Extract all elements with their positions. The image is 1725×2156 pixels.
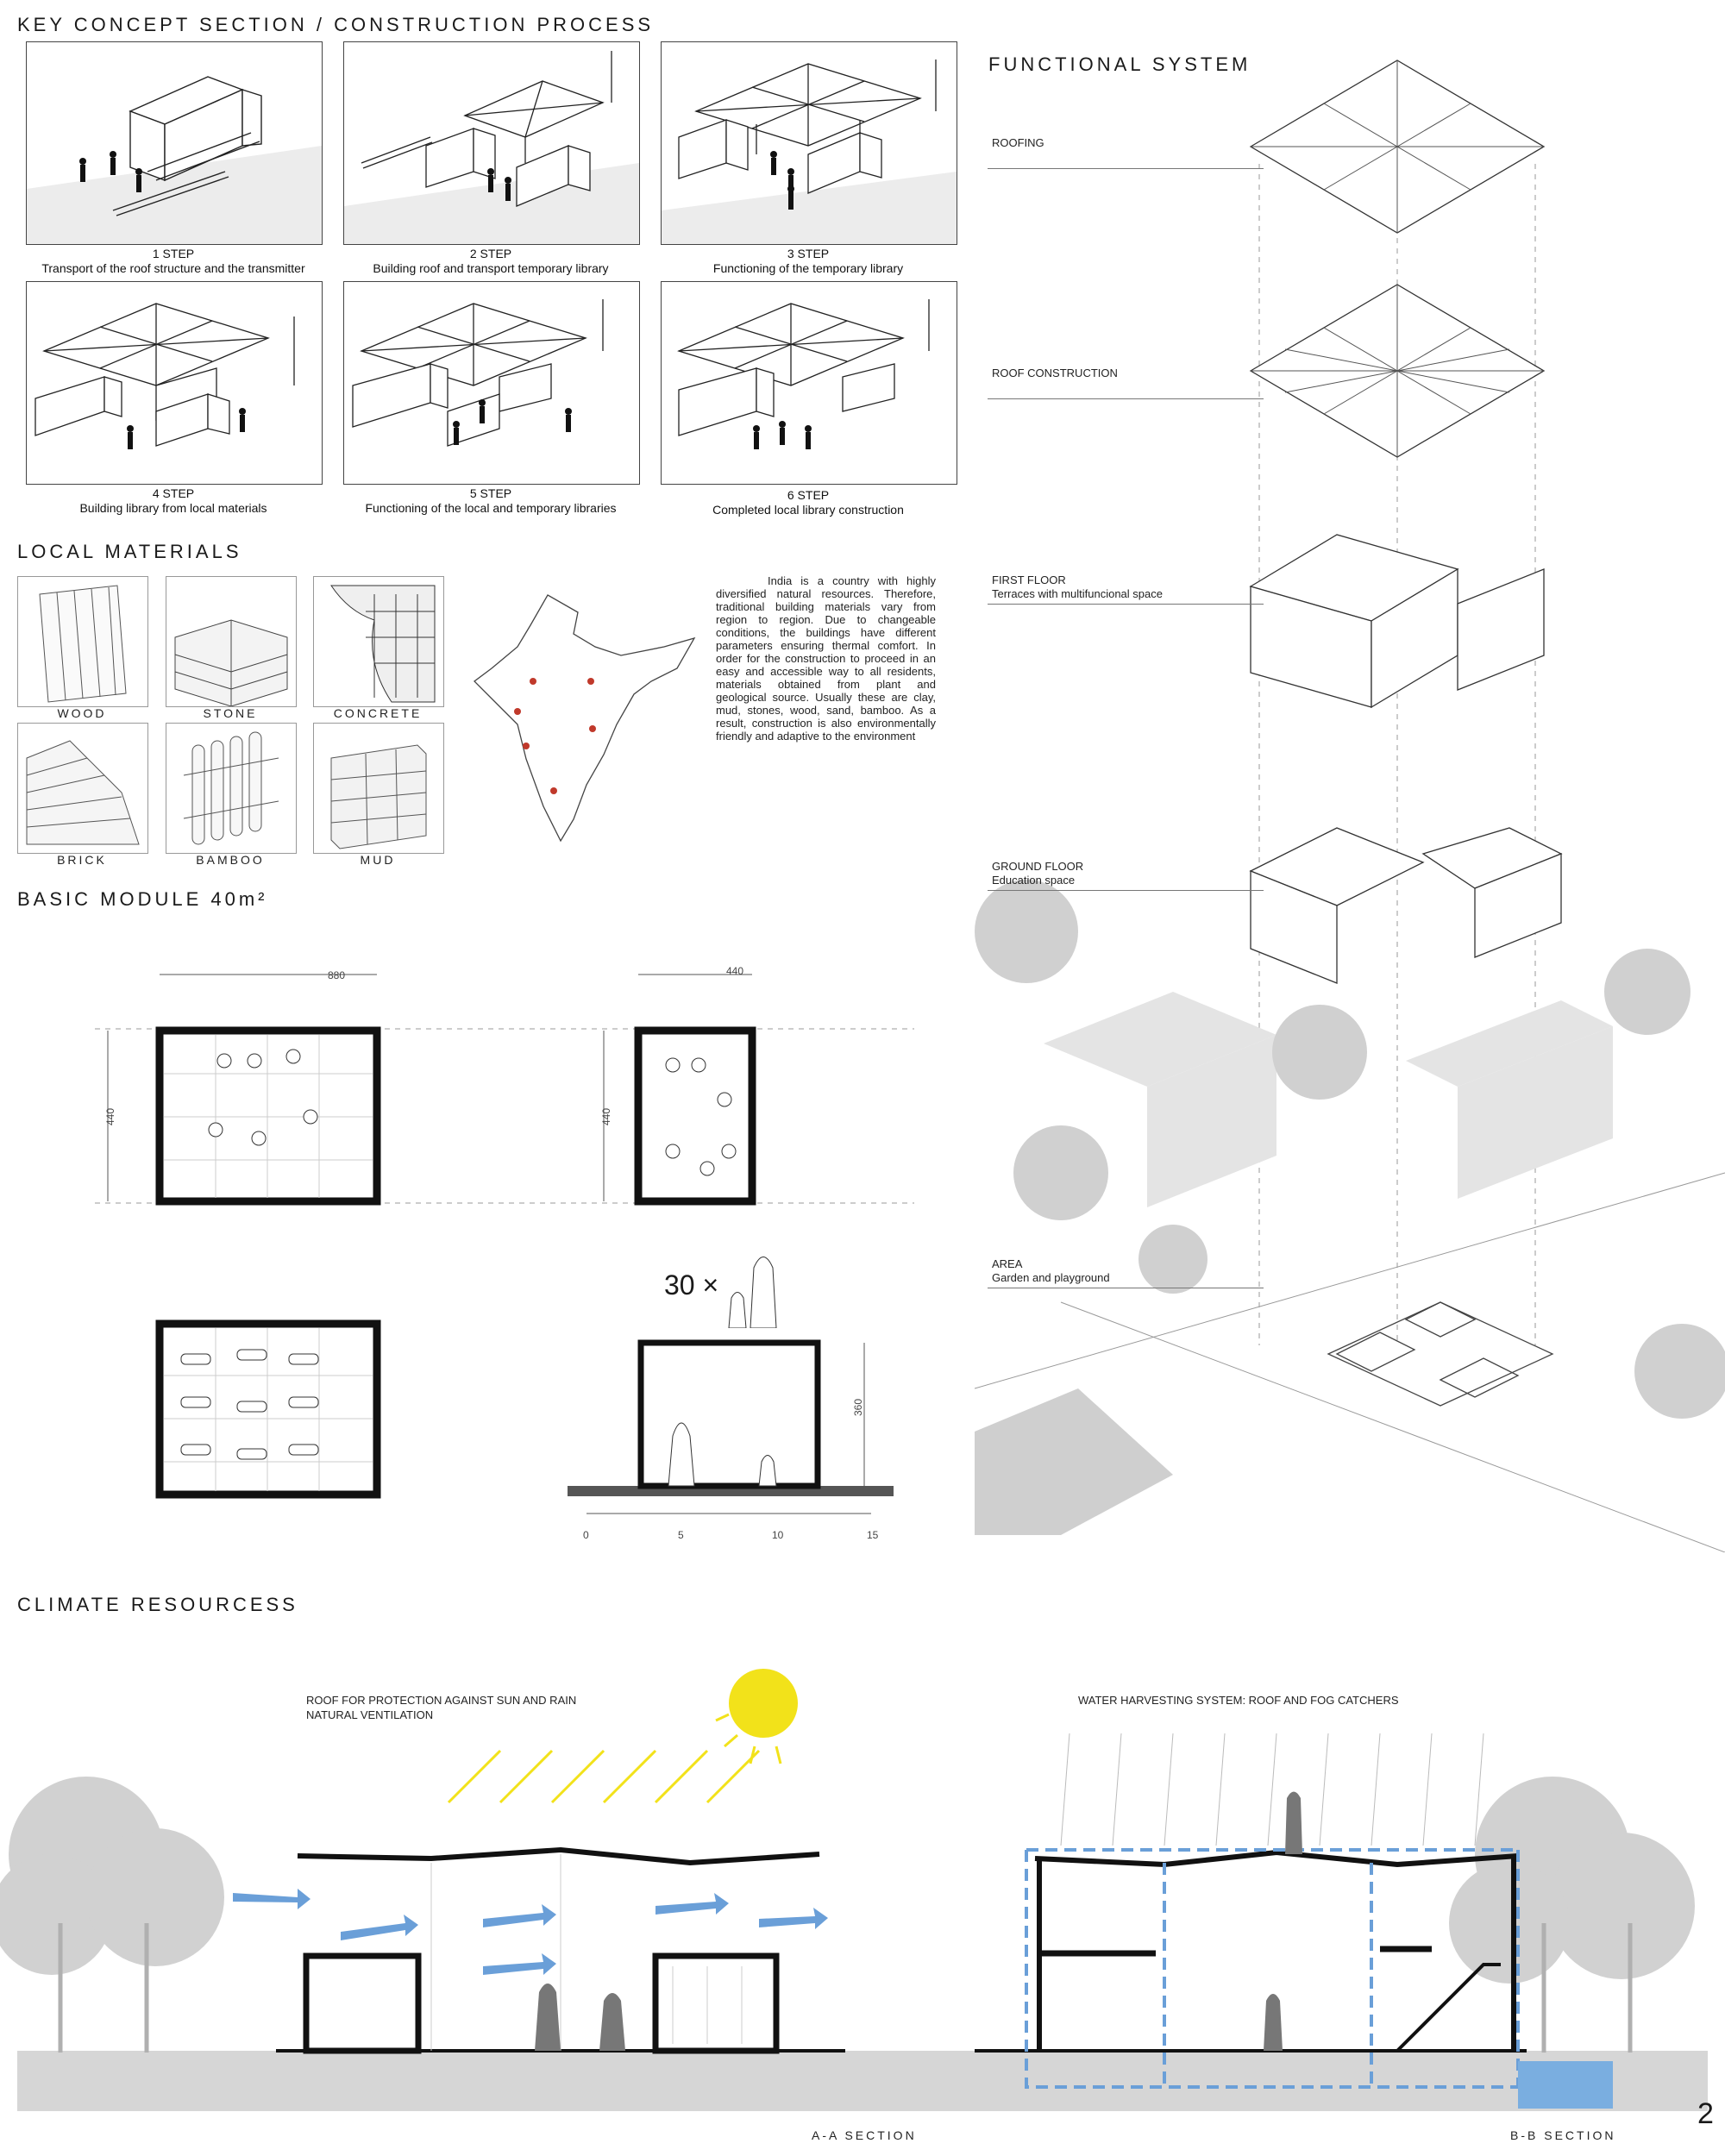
functional-system-heading: FUNCTIONAL SYSTEM xyxy=(988,53,1251,75)
ground-band xyxy=(17,2051,1708,2111)
bamboo-material-swatch xyxy=(166,723,297,854)
ventilation-arrow xyxy=(233,1889,828,1975)
section-a-label: A-A SECTION xyxy=(812,2128,917,2142)
step-3-panel xyxy=(661,41,957,245)
roof-construction-leader xyxy=(988,398,1264,399)
dim-360: 360 xyxy=(852,1398,865,1417)
section-b-label: B-B SECTION xyxy=(1510,2128,1616,2142)
people-icon xyxy=(724,1242,785,1328)
materials-paragraph: India is a country with highly diversified natural resources. Therefore, traditional building materials vary from region to region. Due to changeable conditions, the buildings have different parameters ensuring thermal comfort. In order for the construction to proceed in an easy and accessible way to all residents, materials obtained from plant and geological source. Usually these are clay, mud, stones, wood, sand, bamboo. As a result, construction is also environmentally friendly and adaptive to the environment xyxy=(716,574,936,743)
step-5-panel xyxy=(343,281,640,485)
step-4-panel xyxy=(26,281,323,485)
step-5-caption: 5 STEP Functioning of the local and temporary libraries xyxy=(365,486,617,515)
sun-icon xyxy=(729,1669,798,1738)
water-tank xyxy=(1518,2061,1613,2109)
roofing-leader xyxy=(988,168,1264,169)
step-4-caption: 4 STEP Building library from local materials xyxy=(79,486,267,515)
wood-material-swatch xyxy=(17,576,148,707)
step-6-caption: 6 STEP Completed local library construction xyxy=(712,488,904,517)
step-1-panel xyxy=(26,41,323,245)
roofing-label: ROOFING xyxy=(992,136,1044,149)
stone-label: STONE xyxy=(203,706,258,720)
first-floor-label: FIRST FLOOR Terraces with multifuncional space xyxy=(992,573,1163,600)
occupancy-label: 30 × xyxy=(664,1269,719,1300)
area-label: AREA Garden and playground xyxy=(992,1257,1110,1284)
dim-880: 880 xyxy=(328,969,346,981)
first-floor-leader xyxy=(988,604,1264,605)
page-number: 2 xyxy=(1697,2097,1714,2130)
left-section-caption: ROOF FOR PROTECTION AGAINST SUN AND RAIN NATURAL VENTILATION xyxy=(306,1694,577,1721)
key-concept-heading: KEY CONCEPT SECTION / CONSTRUCTION PROCESS xyxy=(17,14,655,35)
india-map xyxy=(466,586,699,845)
local-materials-heading: LOCAL MATERIALS xyxy=(17,541,242,562)
step-1-caption: 1 STEP Transport of the roof structure and the transmitter xyxy=(41,247,305,275)
basic-module-heading: BASIC MODULE 40m² xyxy=(17,888,268,910)
basic-module-drawing xyxy=(95,944,914,1548)
mud-material-swatch xyxy=(313,723,444,854)
concrete-material-swatch xyxy=(313,576,444,707)
scale-5: 5 xyxy=(678,1529,684,1541)
map-pin-icon xyxy=(514,678,596,794)
dim-440-left2: 440 xyxy=(600,1107,613,1126)
bamboo-label: BAMBOO xyxy=(196,853,265,867)
dim-440-left: 440 xyxy=(104,1107,117,1126)
functional-system-drawing xyxy=(975,52,1725,1552)
dim-440-top: 440 xyxy=(726,965,744,977)
step-2-caption: 2 STEP Building roof and transport temporary library xyxy=(373,247,609,275)
step-1-drawing xyxy=(27,42,322,244)
step-6-panel xyxy=(661,281,957,485)
brick-material-swatch xyxy=(17,723,148,854)
ground-floor-leader xyxy=(988,890,1264,891)
step-3-caption: 3 STEP Functioning of the temporary library xyxy=(712,247,904,275)
right-section-caption: WATER HARVESTING SYSTEM: ROOF AND FOG CATCHERS xyxy=(1078,1694,1399,1707)
ground-floor-label: GROUND FLOOR Education space xyxy=(992,860,1084,887)
concrete-label: CONCRETE xyxy=(333,706,423,720)
scale-10: 10 xyxy=(772,1529,784,1541)
brick-label: BRICK xyxy=(57,853,107,867)
wood-label: WOOD xyxy=(57,706,107,720)
climate-sections xyxy=(0,1639,1725,2156)
roof-construction-label: ROOF CONSTRUCTION xyxy=(992,367,1118,379)
climate-heading: CLIMATE RESOURCESS xyxy=(17,1594,298,1615)
scale-0: 0 xyxy=(583,1529,589,1541)
step-2-panel xyxy=(343,41,640,245)
stone-material-swatch xyxy=(166,576,297,707)
mud-label: MUD xyxy=(360,853,396,867)
scale-15: 15 xyxy=(867,1529,879,1541)
